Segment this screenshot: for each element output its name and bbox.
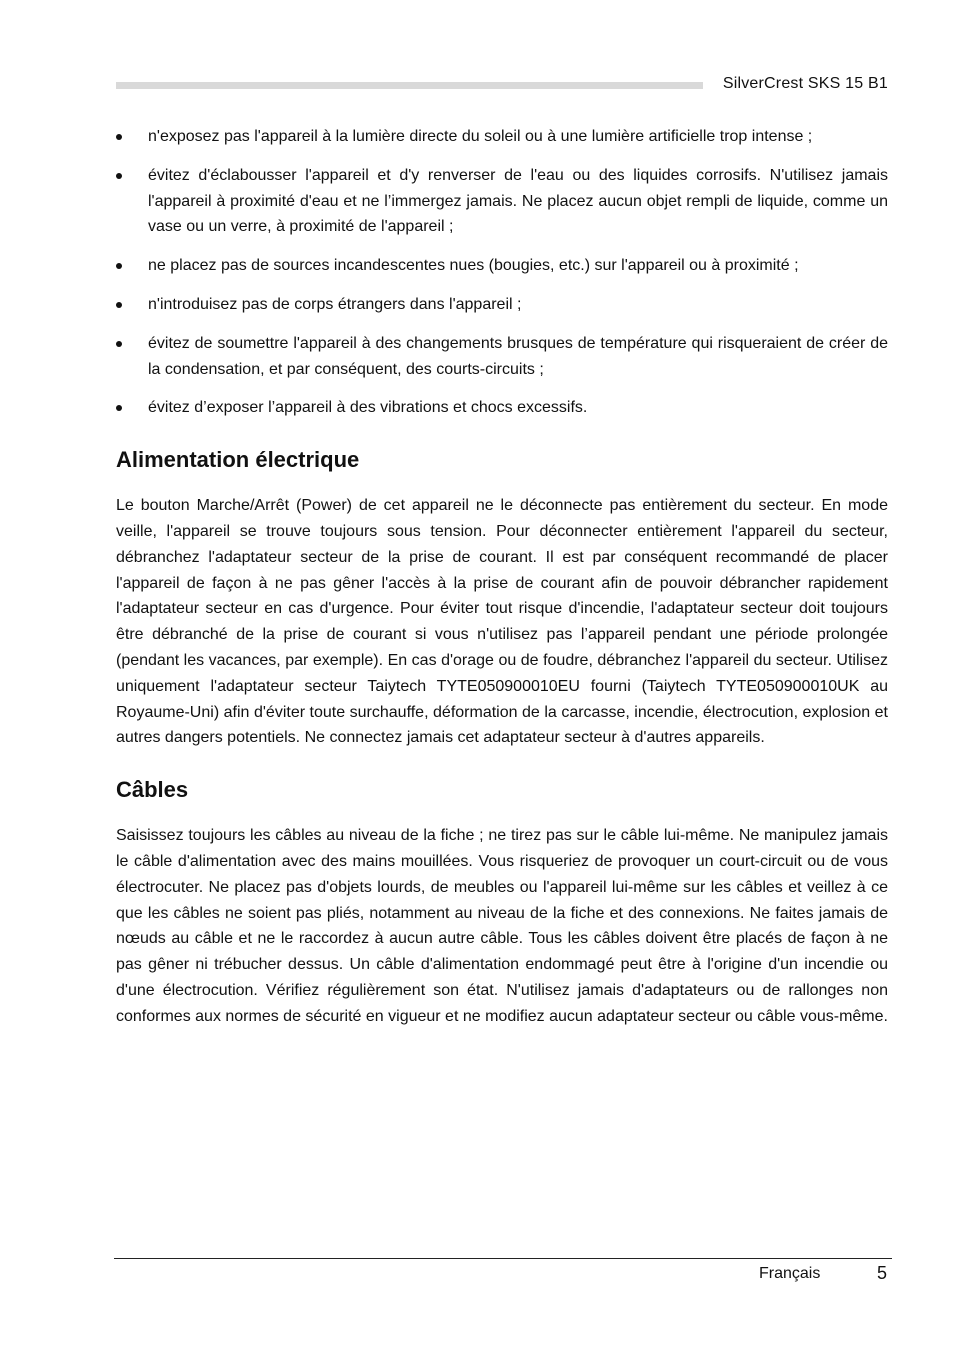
bullet-icon	[116, 263, 122, 269]
bullet-icon	[116, 405, 122, 411]
footer-rule	[114, 1258, 892, 1259]
section-body-power: Le bouton Marche/Arrêt (Power) de cet appareil ne le déconnecte pas entièrement du secteur. En mode veille, l'appareil se trouve toujours sous tension. Pour déconnecter entièrement l'appareil du secteur, débranchez l'adaptateur secteur de la prise de courant. Il est par conséquent recommandé de placer l'appareil de façon à ne pas gêner l'accès à la prise de courant afin de pouvoir débrancher rapidement l'adaptateur secteur en cas d'urgence. Pour éviter tout risque d'incendie, l'adaptateur secteur doit toujours être débranché de la prise de courant si vous n'utilisez pas l’appareil pendant une période prolongée (pendant les vacances, par exemple). En cas d'orage ou de foudre, débranchez l'appareil du secteur. Utilisez uniquement l'adaptateur secteur Taiytech TYTE050900010EU fourni (Taiytech TYTE050900010UK au Royaume-Uni) afin d'éviter toute surchauffe, déformation de la carcasse, incendie, électrocution, explosion et autres dangers potentiels. Ne connectez jamais cet adaptateur secteur à d'autres appareils.	[116, 497, 888, 747]
bullet-icon	[116, 134, 122, 140]
bullet-icon	[116, 173, 122, 179]
list-item: n'introduisez pas de corps étrangers dans l'appareil ;	[116, 292, 888, 318]
list-item: ne placez pas de sources incandescentes nues (bougies, etc.) sur l'appareil ou à proximité ;	[116, 253, 888, 279]
section-heading-power: Alimentation électrique	[116, 447, 360, 473]
bullet-icon	[116, 341, 122, 347]
list-item: évitez de soumettre l'appareil à des changements brusques de température qui risqueraient de créer de la condensation, et par conséquent, des courts-circuits ;	[116, 331, 888, 383]
section-heading-cables: Câbles	[116, 777, 189, 803]
page-content	[116, 124, 888, 1030]
bullet-icon	[116, 302, 122, 308]
list-item: évitez d'éclabousser l'appareil et d'y renverser de l'eau ou des liquides corrosifs. N'utilisez jamais l'appareil à proximité d'eau et ne l’immergez jamais. Ne placez aucun objet rempli de liquide, comme un vase ou un verre, à proximité de l'appareil ;	[116, 163, 888, 240]
list-item: n'exposez pas l'appareil à la lumière directe du soleil ou à une lumière artificielle trop intense ;	[116, 124, 888, 150]
safety-bullet-list	[116, 124, 888, 421]
header-rule	[116, 82, 703, 89]
footer-language: Français	[759, 1265, 821, 1282]
section-body-cables: Saisissez toujours les câbles au niveau de la fiche ; ne tirez pas sur le câble lui-même. Ne manipulez jamais le câble d'alimentation avec des mains mouillées. Vous risqueriez de provoquer un court-circuit ou de vous électrocuter. Ne placez pas d'objets lourds, de meubles ou l'appareil lui-même sur les câbles et veillez à ce que les câbles ne soient pas pliés, notamment au niveau de la fiche et des connexions. Ne faites jamais de nœuds au câble et ne le raccordez à aucun autre câble. Tous les câbles doivent être placés de façon à ne pas gêner ni trébucher dessus. Un câble d'alimentation endommagé peut être à l'origine d'un incendie ou d'une électrocution. Vérifiez régulièrement son état. N'utilisez jamais d'adaptateurs ou de rallonges non conformes aux normes de sécurité en vigueur et ne modifiez aucun adaptateur secteur ou câble vous-même.	[116, 827, 888, 1025]
list-item: évitez d’exposer l’appareil à des vibrations et chocs excessifs.	[116, 395, 888, 421]
header-title: SilverCrest SKS 15 B1	[722, 75, 888, 92]
page-number: 5	[877, 1263, 888, 1283]
